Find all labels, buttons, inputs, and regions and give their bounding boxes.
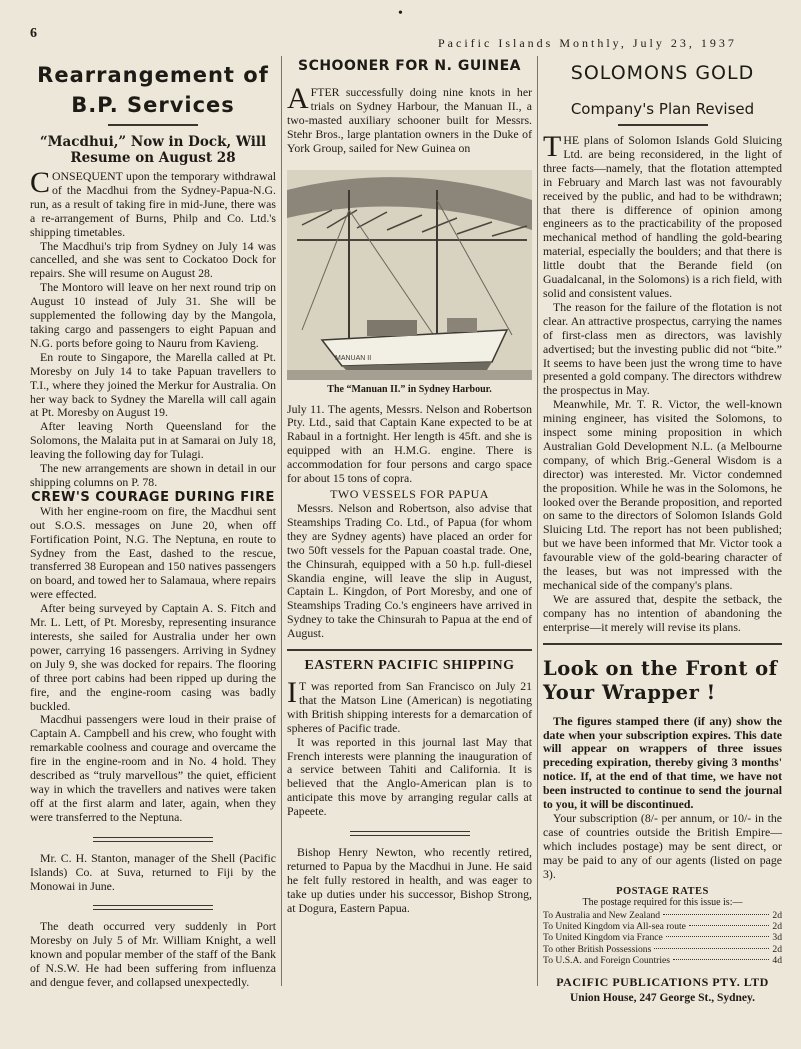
section-heading: CREW'S COURAGE DURING FIRE — [31, 489, 275, 505]
hull-name: MANUAN II — [335, 354, 372, 362]
paragraph: The Montoro will leave on her next round trip on August 10 instead of July 31. She will be supplemented the following day by the Mangola, taking cargo and passengers to eight Papuan and N.G. ports before going to Nauru from Kavieng. — [30, 280, 276, 350]
news-item — [30, 920, 276, 990]
paragraph: Meanwhile, Mr. T. R. Victor, the well-known mining engineer, has visited the Solomons, to inspect some mining proposition in which Australian Gold Development N.L. (a Melbourne company, of which Brig.-General Wisdom is a director) was interested. Mr. Victor condemned the proposition. While he was in the Solomons, he looked over the Berande proposition, and reported on same to the directors of Solomon Islands Gold Sluicing Ltd. The report has not been published; but we have been informed that Mr. Victor took a favourable view of the gold-bearing character of the leases, but was not impressed with the mechanical side of the company's plans. — [543, 397, 782, 592]
rate-row — [543, 910, 782, 921]
paragraph: It was reported in this journal last May that French interests were planning the inauguration of a service between Tahiti and California. It is believed that the Anglo-American plan is to anticipate this move by arranging regular calls at Papeete. — [287, 734, 532, 819]
paragraph: With her engine-room on fire, the Macdhui sent out S.O.S. messages on June 20, when off Fortification Point, N.G. The Neptuna, en route to Sydney from the East, dashed to the rescue, transferred 38 European and 150 natives passengers on board, and towed her to Salamaua, where repairs were effected. — [30, 503, 276, 602]
paragraph: The reason for the failure of the flotation is not clear. An attractive prospectus, carrying the names of first-class men as directors, was lavishly advertised; but the investing public did not “bite.” It seems to have been just the wrong time to have presented a gold company. The directors withdrew the prospectus in May. — [543, 299, 782, 398]
column-divider — [537, 56, 538, 986]
divider — [93, 905, 213, 910]
photo-caption: The “Manuan II.” in Sydney Harbour. — [327, 383, 492, 395]
rate-row — [543, 921, 782, 932]
rate-destination: To United Kingdom via France — [543, 932, 663, 944]
paragraph: Bishop Henry Newton, who recently retired, returned to Papua by the Macdhui in June. He said he felt fully restored in health, and was eager to take up duties under his successor, Bishop Strong, at Dogura, Eastern Papua. — [287, 845, 532, 915]
article-title-line2: B.P. Services — [71, 93, 235, 117]
paragraph: The death occurred very suddenly in Port Moresby on July 5 of Mr. William Knight, a well known and popular member of the staff of the Bank of N.S.W. He had been suffering from influenza and dengue fever, and collapsed unexpectedly. — [30, 919, 276, 990]
article-subtitle: Company's Plan Revised — [570, 100, 755, 118]
schooner-photo — [287, 170, 532, 380]
notice-text: The figures stamped there (if any) show the date when your subscription expires. This date will appear on wrappers of three issues preceding expiration, thereby giving 3 months' notice. If, at the end of that time, we have not been instructed to continue to send the journal to you, it will be discontinued. — [543, 713, 782, 812]
paragraph: Mr. C. H. Stanton, manager of the Shell (Pacific Islands) Co. at Suva, returned to Fiji by the Monowai in June. — [30, 850, 276, 893]
paragraph: Macdhui passengers were loud in their praise of Captain A. Campbell and his crew, who fought with remarkable coolness and courage and overcame the fire in the engine-room and in No. 4 hold. They described as “truly marvellous” the quiet, efficient way in which the travellers and natives were taken off at the first alarm and later, again, when they were transferred to the Neptuna. — [30, 712, 276, 824]
paragraph: The Macdhui's trip from Sydney on July 14 was cancelled, and she was sent to Cockatoo Dock for repairs. She will resume on August 28. — [30, 238, 276, 281]
paragraph: After leaving North Queensland for the Solomons, the Malaita put in at Samarai on July 18, leaving the following day for Tulagi. — [30, 419, 276, 462]
rate-row — [543, 932, 782, 943]
paragraph: AFTER successfully doing nine knots in her trials on Sydney Harbour, the Manuan II., a two-masted auxiliary schooner built for Messrs. Stehr Bros., large plantation owners in the Duke of York Group, sailed for New Guinea on — [287, 82, 532, 155]
paragraph: THE plans of Solomon Islands Gold Sluicing Ltd. are being reconsidered, in the light of three facts—namely, that the flotation attempted in February and March last was not favourably received by the public, and had to be withdrawn; that there is difference of opinion among engineers as to the practicability of the proposed mechanical method of handling the gold-bearing material, especially the boulders; and that there is little doubt that the Berande field (on Guadalcanal, in the Solomons) is a rich field, with solid and consistent values. — [543, 130, 782, 300]
article-title: SOLOMONS GOLD — [570, 62, 755, 84]
rate-destination: To other British Possessions — [543, 943, 652, 955]
rate-destination: To Australia and New Zealand — [543, 909, 661, 921]
rate-destination: To United Kingdom via All-sea route — [543, 920, 686, 932]
paragraph: Messrs. Nelson and Robertson, also advise that Steamships Trading Co. Ltd., of Papua (for whom they are Sydney agents) have placed an order for two 50ft vessels for the Papuan coastal trade. One, the Chinsurah, equipped with a 50 h.p. full-diesel Skandia engine, will leave the slip in August, Captain L. Kingdon, of Port Moresby, and one of Steamships Trading Co.'s engineers have arrived in Sydney to take the Chinsurah to Papua at the end of August. — [287, 500, 532, 641]
article-body — [543, 130, 782, 635]
title-rule — [618, 124, 708, 126]
paragraph: After being surveyed by Captain A. S. Fitch and Mr. L. Lett, of Pt. Moresby, representing insurance interests, she sailed for Australia under her own power, carrying 16 passengers. Arriving in Sydney on July 9, she was docked for repairs. The flooring of three port cabins had been ripped up during the fire, and the engine-room casing was badly buckled. — [30, 601, 276, 713]
rate-value: 3d — [772, 932, 782, 944]
rate-value: 4d — [772, 955, 782, 967]
section-box — [287, 649, 532, 819]
rate-destination: To U.S.A. and Foreign Countries — [543, 955, 670, 967]
paragraph: We are assured that, despite the setback, the company has no intention of abandoning the enterprise—it merely will revise its plans. — [543, 591, 782, 634]
paragraph: IT was reported from San Francisco on July 21 that the Matson Line (American) is negotiating with British shipping interests for a demarcation of spheres of Pacific trade. — [287, 676, 532, 735]
article-body — [30, 166, 276, 490]
rate-value: 2d — [772, 909, 782, 921]
article-body — [287, 82, 532, 156]
paragraph: The new arrangements are shown in detail in our shipping columns on P. 78. — [30, 461, 276, 489]
title-rule — [108, 124, 198, 126]
publisher-address: Union House, 247 George St., Sydney. — [570, 991, 755, 1004]
divider — [350, 831, 470, 836]
running-title: Pacific Islands Monthly, July 23, 1937 — [438, 36, 737, 50]
rate-value: 2d — [772, 943, 782, 955]
subscription-text — [543, 812, 782, 882]
paragraph: July 11. The agents, Messrs. Nelson and Robertson Pty. Ltd., said that Captain Kane expected to be at Rabaul in a fortnight. Her length is 45ft. and she is equipped with an H.M.G. engine. There is accommodation for four persons and cargo space for about 15 tons of copra. — [287, 401, 532, 486]
notice-heading: Look on the Front of Your Wrapper ! — [543, 656, 778, 704]
article-subhead: “Macdhui,” Now in Dock, Will Resume on August 28 — [39, 134, 267, 166]
schooner-image — [287, 170, 532, 380]
column-right — [543, 58, 782, 1039]
rate-value: 2d — [772, 920, 782, 932]
article-body — [287, 502, 532, 641]
postage-heading: POSTAGE RATES — [616, 885, 709, 897]
top-dot: • — [398, 6, 403, 21]
rate-row — [543, 955, 782, 966]
column-divider — [281, 56, 282, 986]
section-heading: EASTERN PACIFIC SHIPPING — [304, 658, 515, 674]
section-heading: TWO VESSELS FOR PAPUA — [330, 486, 489, 501]
article-body — [287, 403, 532, 486]
column-left — [30, 58, 276, 1039]
publisher-name: PACIFIC PUBLICATIONS PTY. LTD — [556, 974, 769, 989]
paragraph: En route to Singapore, the Marella called at Pt. Moresby on July 14 to take Papuan travellers to T.I., where they joined the Merkur for Australia. On her way back to Sydney the Marella will call again at Pt. Moresby on August 19. — [30, 349, 276, 420]
postage-rates — [543, 910, 782, 967]
article-body — [30, 505, 276, 825]
column-middle — [287, 58, 532, 1039]
article-title: Rearrangement of — [37, 63, 269, 87]
article-title: SCHOONER FOR N. GUINEA — [297, 58, 522, 74]
page-number: 6 — [30, 26, 37, 41]
article-body — [287, 676, 532, 819]
paragraph: CONSEQUENT upon the temporary withdrawal of the Macdhui from the Sydney-Papua-N.G. run, as a result of taking fire in mid-June, there was a re-arrangement of Burns, Philp and Co. Ltd.'s shipping timetables. — [30, 166, 276, 239]
paragraph: Your subscription (8/- per annum, or 10/- in the case of countries outside the British Empire—which includes postage) may be sent direct, or may be paid to any of our agents (listed on page 3). — [543, 810, 782, 881]
subscription-notice — [543, 643, 782, 1004]
news-item — [287, 846, 532, 916]
rate-row — [543, 944, 782, 955]
postage-subheading: The postage required for this issue is:— — [582, 896, 743, 908]
divider — [93, 837, 213, 842]
news-item — [30, 852, 276, 894]
